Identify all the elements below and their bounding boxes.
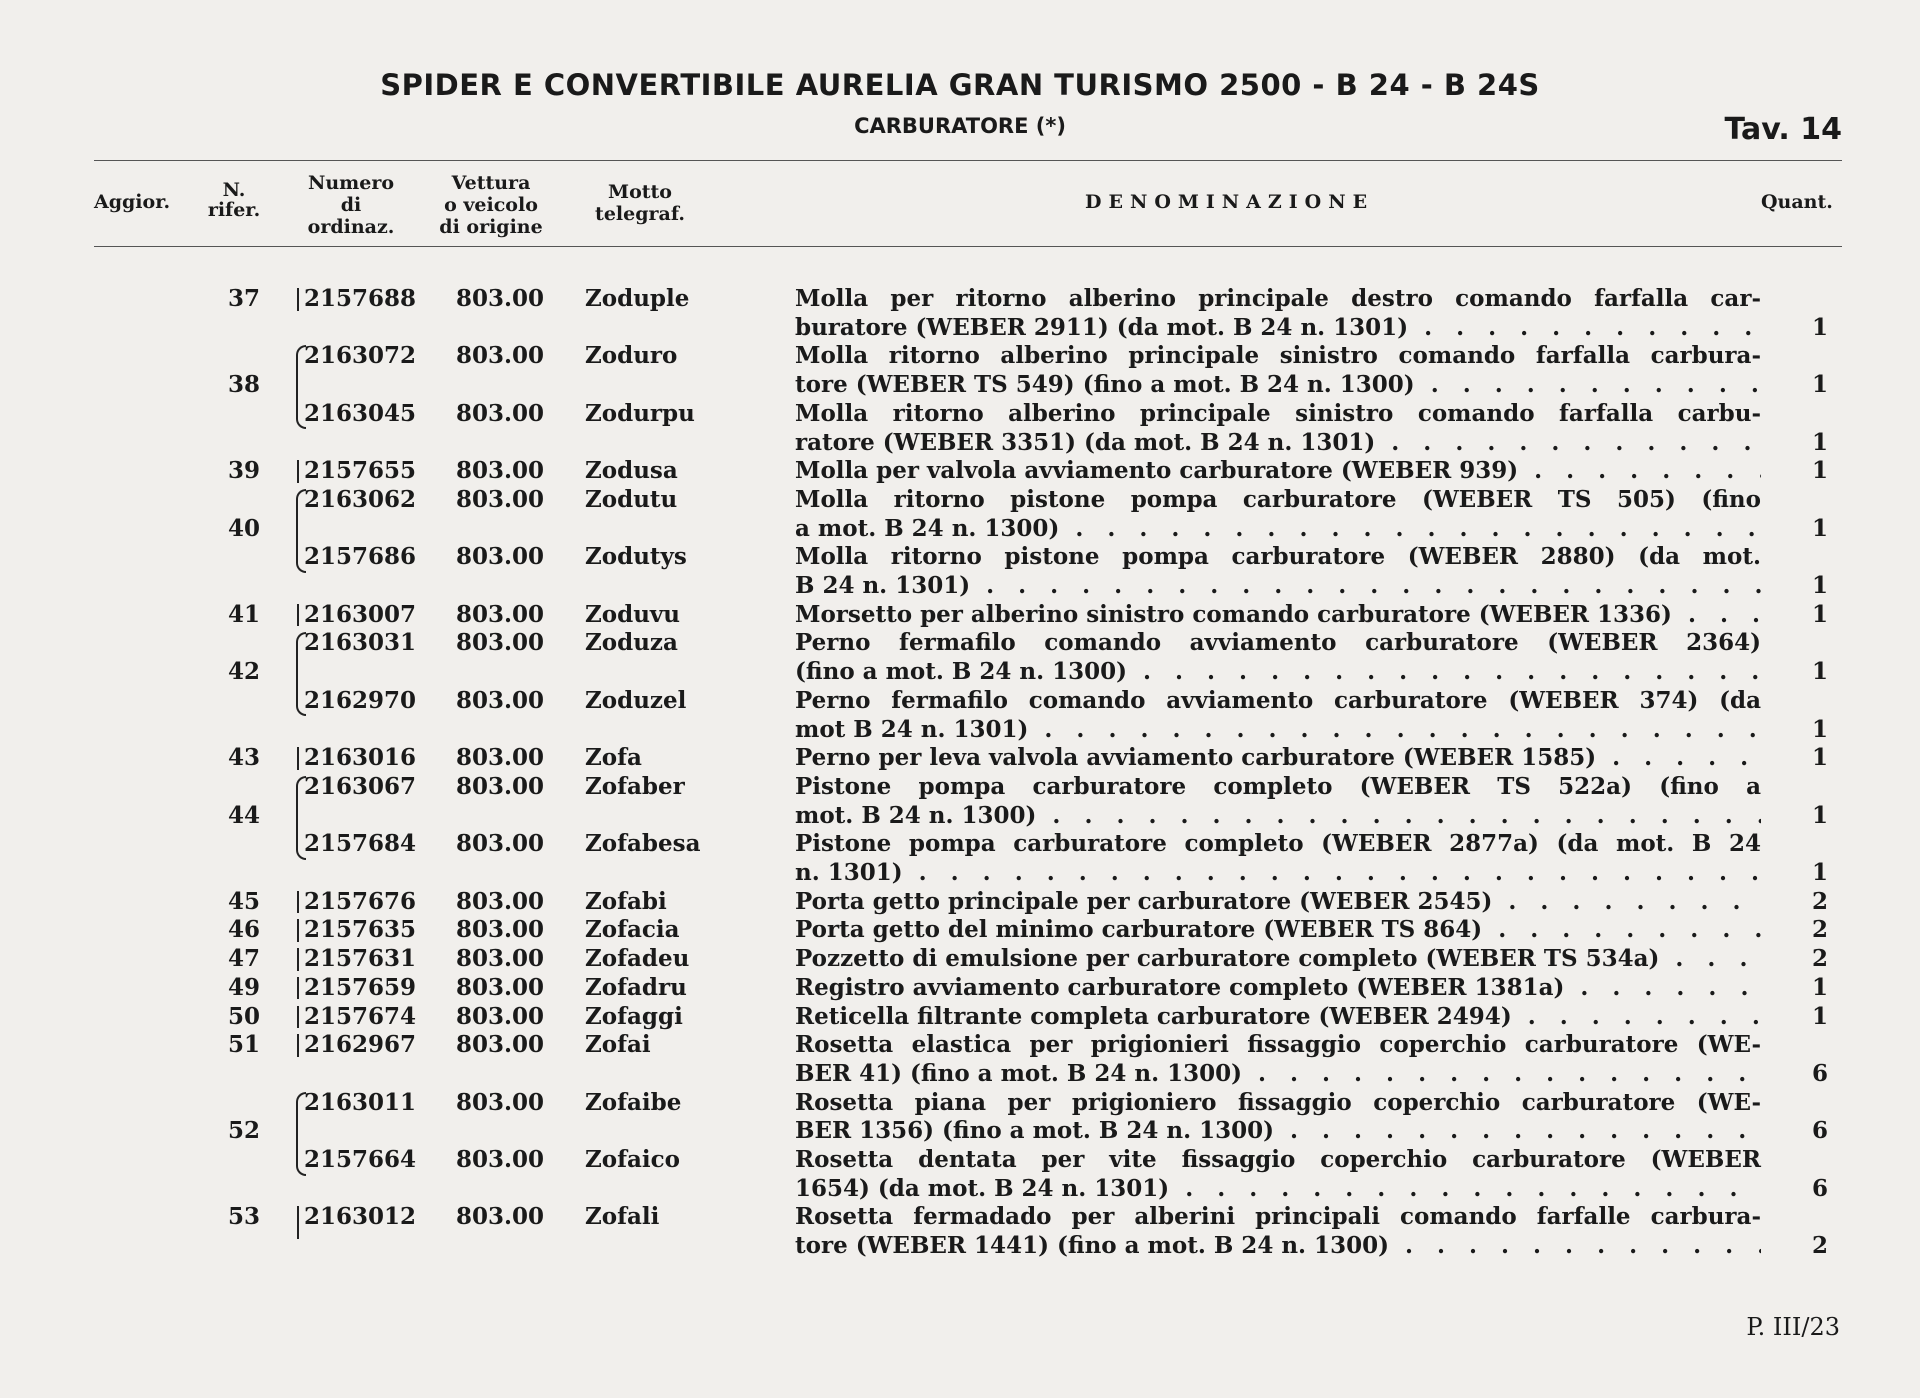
part-number: 2163031 bbox=[304, 629, 417, 657]
part-number: 2157686 bbox=[304, 543, 417, 571]
vehicle-code: 803.00 bbox=[456, 1002, 545, 1030]
part-description: Molla ritorno pistone pompa carburatore (WEBER 2880) (da mot. bbox=[795, 543, 1761, 571]
part-description: (fino a mot. B 24 n. 1300) . . . bbox=[795, 657, 1761, 686]
reference-number: 50 bbox=[227, 1002, 260, 1030]
telegraph-code: Zofacia bbox=[585, 916, 680, 944]
quantity: 1 bbox=[1811, 973, 1828, 1001]
part-number: 2163007 bbox=[304, 600, 417, 628]
reference-number: 51 bbox=[227, 1031, 260, 1059]
telegraph-code: Zoduro bbox=[585, 342, 678, 370]
part-description: Perno fermafilo comando avviamento carburatore (WEBER 2364) bbox=[795, 629, 1761, 657]
reference-number: 38 bbox=[227, 371, 260, 399]
telegraph-code: Zoduvu bbox=[585, 600, 681, 628]
vehicle-code: 803.00 bbox=[456, 342, 545, 370]
table-number: Tav. 14 bbox=[1724, 112, 1842, 147]
reference-row bbox=[0, 915, 1920, 944]
telegraph-code: Zoduzel bbox=[585, 686, 687, 714]
quantity: 2 bbox=[1811, 887, 1828, 915]
telegraph-code: Zofali bbox=[585, 1203, 660, 1231]
vehicle-code: 803.00 bbox=[456, 1031, 545, 1059]
reference-row bbox=[0, 1030, 1920, 1059]
part-description: BER 1356) (fino a mot. B 24 n. 1300) . . . bbox=[795, 1116, 1761, 1145]
part-description: Registro avviamento carburatore completo (WEBER 1381a) . . . bbox=[795, 973, 1761, 1002]
telegraph-code: Zofabi bbox=[585, 887, 667, 915]
quantity: 6 bbox=[1811, 1117, 1828, 1145]
column-header-denominazione: DENOMINAZIONE bbox=[1085, 191, 1375, 213]
quantity: 1 bbox=[1811, 371, 1828, 399]
part-description: B 24 n. 1301) . . . bbox=[795, 571, 1761, 600]
part-description: BER 41) (fino a mot. B 24 n. 1300) . . . bbox=[795, 1059, 1761, 1088]
quantity: 2 bbox=[1811, 916, 1828, 944]
group-brace bbox=[296, 632, 306, 716]
group-bracket bbox=[297, 1034, 299, 1057]
part-number: 2157664 bbox=[304, 1146, 417, 1173]
vehicle-code: 803.00 bbox=[456, 916, 545, 944]
part-description: Pistone pompa carburatore completo (WEBER 2877a) (da mot. B 24 bbox=[795, 830, 1761, 858]
telegraph-code: Zofaggi bbox=[585, 1002, 683, 1030]
telegraph-code: Zofaibe bbox=[585, 1088, 682, 1116]
table-row bbox=[0, 829, 1920, 858]
reference-number: 46 bbox=[227, 916, 260, 944]
column-header-quant: Quant. bbox=[1761, 191, 1833, 213]
group-bracket bbox=[297, 919, 299, 942]
group-brace bbox=[296, 345, 306, 429]
telegraph-code: Zoduple bbox=[585, 285, 690, 312]
part-description: Rosetta piana per prigioniero fissaggio coperchio carburatore (WE- bbox=[795, 1088, 1761, 1116]
part-description: mot B 24 n. 1301) . . . bbox=[795, 715, 1761, 744]
part-description: Morsetto per alberino sinistro comando carburatore (WEBER 1336) . . . bbox=[795, 600, 1761, 629]
table-row bbox=[0, 1088, 1920, 1117]
part-number: 2163067 bbox=[304, 772, 417, 800]
vehicle-code: 803.00 bbox=[456, 485, 545, 513]
vehicle-code: 803.00 bbox=[456, 973, 545, 1001]
part-description: Molla ritorno alberino principale sinistro comando farfalla carbura- bbox=[795, 342, 1761, 370]
quantity: 1 bbox=[1811, 715, 1828, 743]
table-row bbox=[0, 571, 1920, 600]
vehicle-code: 803.00 bbox=[456, 285, 545, 312]
reference-number: 43 bbox=[227, 744, 260, 772]
part-number: 2157659 bbox=[304, 973, 417, 1001]
quantity: 1 bbox=[1811, 572, 1828, 599]
part-number: 2157631 bbox=[304, 945, 417, 973]
part-number: 2157684 bbox=[304, 830, 417, 858]
column-header-n-rifer: N. rifer. bbox=[207, 179, 261, 221]
reference-row bbox=[0, 284, 1920, 313]
vehicle-code: 803.00 bbox=[456, 772, 545, 800]
part-description: ratore (WEBER 3351) (da mot. B 24 n. 1301) . . . bbox=[795, 428, 1761, 457]
part-description: 1654) (da mot. B 24 n. 1301) . . . bbox=[795, 1174, 1761, 1203]
vehicle-code: 803.00 bbox=[456, 1203, 545, 1231]
vehicle-code: 803.00 bbox=[456, 1146, 545, 1173]
quantity: 6 bbox=[1811, 1059, 1828, 1087]
reference-row bbox=[0, 1116, 1920, 1145]
part-number: 2162970 bbox=[304, 686, 417, 714]
table-row bbox=[0, 313, 1920, 342]
part-description: Pistone pompa carburatore completo (WEBER TS 522a) (fino a bbox=[795, 772, 1761, 800]
table-row bbox=[0, 1231, 1920, 1260]
column-header-motto: Motto telegraf. bbox=[595, 181, 685, 225]
reference-row bbox=[0, 887, 1920, 916]
quantity: 1 bbox=[1811, 600, 1828, 628]
quantity: 6 bbox=[1811, 1174, 1828, 1202]
table-row bbox=[0, 428, 1920, 457]
vehicle-code: 803.00 bbox=[456, 629, 545, 657]
telegraph-code: Zodutys bbox=[585, 543, 687, 571]
part-description: n. 1301) . . . bbox=[795, 858, 1761, 887]
column-header-numero: Numero di ordinaz. bbox=[307, 172, 395, 238]
part-description: Rosetta fermadado per alberini principali comando farfalle carbura- bbox=[795, 1203, 1761, 1231]
group-bracket bbox=[297, 747, 299, 770]
group-bracket bbox=[297, 891, 299, 914]
column-header-aggior: Aggior. bbox=[94, 191, 171, 213]
part-description: Perno per leva valvola avviamento carburatore (WEBER 1585) . . . bbox=[795, 743, 1761, 772]
table-row bbox=[0, 1174, 1920, 1203]
group-brace bbox=[296, 489, 306, 573]
reference-number: 37 bbox=[227, 285, 260, 312]
part-description: Reticella filtrante completa carburatore (WEBER 2494) . . . bbox=[795, 1002, 1761, 1031]
group-bracket bbox=[297, 948, 299, 971]
group-bracket bbox=[297, 1006, 299, 1029]
telegraph-code: Zodurpu bbox=[585, 399, 695, 427]
reference-row bbox=[0, 973, 1920, 1002]
telegraph-code: Zofabesa bbox=[585, 830, 701, 858]
table-row bbox=[0, 399, 1920, 428]
telegraph-code: Zofa bbox=[585, 744, 642, 772]
part-number: 2163016 bbox=[304, 744, 417, 772]
reference-number: 44 bbox=[227, 801, 260, 829]
reference-number: 52 bbox=[227, 1117, 260, 1145]
vehicle-code: 803.00 bbox=[456, 686, 545, 714]
table-row bbox=[0, 1059, 1920, 1088]
telegraph-code: Zofai bbox=[585, 1031, 651, 1059]
telegraph-code: Zofadeu bbox=[585, 945, 690, 973]
reference-row bbox=[0, 743, 1920, 772]
part-description: tore (WEBER TS 549) (fino a mot. B 24 n. 1300) . . . bbox=[795, 370, 1761, 399]
table-row bbox=[0, 858, 1920, 887]
part-description: Pozzetto di emulsione per carburatore completo (WEBER TS 534a) . . . bbox=[795, 944, 1761, 973]
reference-number: 49 bbox=[227, 973, 260, 1001]
quantity: 1 bbox=[1811, 658, 1828, 686]
vehicle-code: 803.00 bbox=[456, 887, 545, 915]
reference-number: 39 bbox=[227, 457, 260, 485]
telegraph-code: Zofaico bbox=[585, 1146, 681, 1173]
quantity: 1 bbox=[1811, 428, 1828, 456]
part-description: Rosetta elastica per prigionieri fissaggio coperchio carburatore (WE- bbox=[795, 1031, 1761, 1059]
table-row bbox=[0, 686, 1920, 715]
quantity: 1 bbox=[1811, 457, 1828, 485]
column-header-vettura: Vettura o veicolo di origine bbox=[439, 172, 543, 238]
group-bracket bbox=[297, 288, 299, 311]
vehicle-code: 803.00 bbox=[456, 399, 545, 427]
vehicle-code: 803.00 bbox=[456, 457, 545, 485]
part-description: Molla per valvola avviamento carburatore (WEBER 939) . . . bbox=[795, 456, 1761, 485]
group-bracket bbox=[297, 977, 299, 1000]
telegraph-code: Zofadru bbox=[585, 973, 687, 1001]
part-number: 2163062 bbox=[304, 485, 417, 513]
telegraph-code: Zodusa bbox=[585, 457, 678, 485]
reference-number: 41 bbox=[227, 600, 260, 628]
table-row bbox=[0, 542, 1920, 571]
part-number: 2163011 bbox=[304, 1088, 417, 1116]
table-row bbox=[0, 772, 1920, 801]
part-description: Molla per ritorno alberino principale destro comando farfalla car- bbox=[795, 285, 1761, 312]
part-description: Porta getto del minimo carburatore (WEBER TS 864) . . . bbox=[795, 915, 1761, 944]
table-row bbox=[0, 715, 1920, 744]
reference-row bbox=[0, 600, 1920, 629]
part-number: 2157676 bbox=[304, 887, 417, 915]
page-title: SPIDER E CONVERTIBILE AURELIA GRAN TURISMO 2500 - B 24 - B 24S bbox=[380, 68, 1540, 102]
table-row bbox=[0, 1145, 1920, 1174]
group-brace bbox=[296, 776, 306, 860]
table-row bbox=[0, 628, 1920, 657]
reference-row bbox=[0, 456, 1920, 485]
part-number: 2157655 bbox=[304, 457, 417, 485]
part-number: 2157635 bbox=[304, 916, 417, 944]
group-bracket bbox=[297, 1206, 299, 1239]
reference-number: 45 bbox=[227, 887, 260, 915]
reference-row bbox=[0, 944, 1920, 973]
reference-number: 47 bbox=[227, 945, 260, 973]
part-description: tore (WEBER 1441) (fino a mot. B 24 n. 1300) . . . bbox=[795, 1231, 1761, 1260]
quantity: 1 bbox=[1811, 514, 1828, 542]
quantity: 2 bbox=[1811, 945, 1828, 973]
telegraph-code: Zodutu bbox=[585, 485, 678, 513]
reference-row bbox=[0, 370, 1920, 399]
vehicle-code: 803.00 bbox=[456, 600, 545, 628]
part-description: buratore (WEBER 2911) (da mot. B 24 n. 1301) . . . bbox=[795, 313, 1761, 342]
group-brace bbox=[296, 1092, 306, 1176]
part-number: 2157688 bbox=[304, 285, 417, 312]
vehicle-code: 803.00 bbox=[456, 1088, 545, 1116]
part-number: 2157674 bbox=[304, 1002, 417, 1030]
part-description: Molla ritorno pistone pompa carburatore (WEBER TS 505) (fino bbox=[795, 485, 1761, 513]
group-bracket bbox=[297, 460, 299, 483]
reference-row bbox=[0, 1202, 1920, 1231]
reference-row bbox=[0, 657, 1920, 686]
part-number: 2163072 bbox=[304, 342, 417, 370]
page-reference: P. III/23 bbox=[1746, 1313, 1840, 1341]
quantity: 1 bbox=[1811, 744, 1828, 772]
part-description: Perno fermafilo comando avviamento carburatore (WEBER 374) (da bbox=[795, 686, 1761, 714]
group-bracket bbox=[297, 604, 299, 627]
part-number: 2163045 bbox=[304, 399, 417, 427]
telegraph-code: Zofaber bbox=[585, 772, 685, 800]
quantity: 1 bbox=[1811, 801, 1828, 829]
part-description: Porta getto principale per carburatore (WEBER 2545) . . . bbox=[795, 887, 1761, 916]
reference-row bbox=[0, 514, 1920, 543]
table-row bbox=[0, 485, 1920, 514]
table-row bbox=[0, 341, 1920, 370]
reference-number: 40 bbox=[227, 514, 260, 542]
reference-row bbox=[0, 801, 1920, 830]
reference-row bbox=[0, 1002, 1920, 1031]
header-top-rule bbox=[94, 160, 1842, 161]
part-description: Molla ritorno alberino principale sinistro comando farfalla carbu- bbox=[795, 399, 1761, 427]
vehicle-code: 803.00 bbox=[456, 830, 545, 858]
part-description: mot. B 24 n. 1300) . . . bbox=[795, 801, 1761, 830]
header-bottom-rule bbox=[94, 246, 1842, 247]
vehicle-code: 803.00 bbox=[456, 945, 545, 973]
quantity: 1 bbox=[1811, 859, 1828, 886]
part-description: a mot. B 24 n. 1300) . . . bbox=[795, 514, 1761, 543]
part-number: 2163012 bbox=[304, 1203, 417, 1231]
quantity: 1 bbox=[1811, 1002, 1828, 1030]
page-subtitle: CARBURATORE (*) bbox=[854, 114, 1066, 138]
quantity: 2 bbox=[1811, 1232, 1828, 1260]
quantity: 1 bbox=[1811, 313, 1828, 341]
reference-number: 53 bbox=[227, 1203, 260, 1231]
vehicle-code: 803.00 bbox=[456, 744, 545, 772]
part-description: Rosetta dentata per vite fissaggio coperchio carburatore (WEBER bbox=[795, 1146, 1761, 1173]
vehicle-code: 803.00 bbox=[456, 543, 545, 571]
telegraph-code: Zoduza bbox=[585, 629, 678, 657]
part-number: 2162967 bbox=[304, 1031, 417, 1059]
reference-number: 42 bbox=[227, 658, 260, 686]
